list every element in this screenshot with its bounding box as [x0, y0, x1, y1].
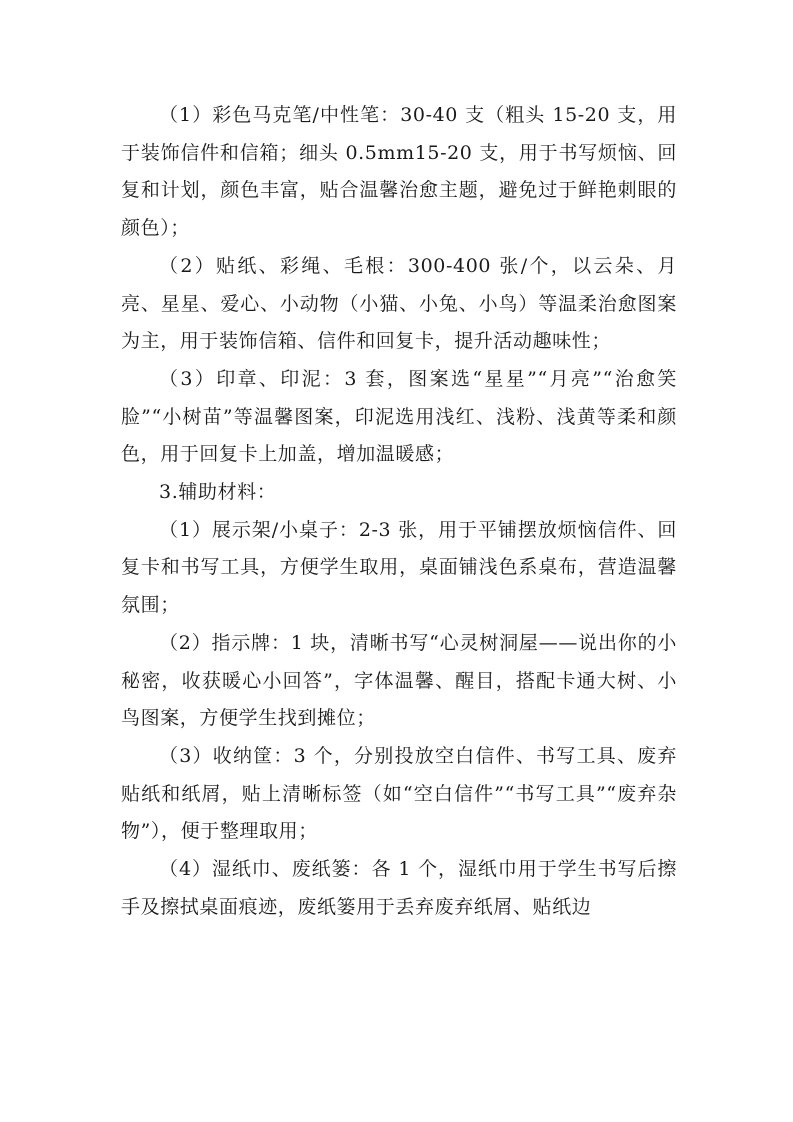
paragraph-stamps: （3）印章、印泥：3 套，图案选“星星”“月亮”“治愈笑脸”“小树苗”等温馨图案，印泥选用浅红、浅粉、浅黄等柔和颜色，用于回复卡上加盖，增加温暖感； — [121, 367, 677, 466]
paragraph-markers: （1）彩色马克笔/中性笔：30-40 支（粗头 15-20 支，用于装饰信件和信箱；细头 0.5mm15-20 支，用于书写烦恼、回复和计划，颜色丰富，贴合温馨治愈主题，避免过于鲜艳刺眼的颜色）； — [121, 104, 677, 240]
paragraph-display-stand: （1）展示架/小桌子：2-3 张，用于平铺摆放烦恼信件、回复卡和书写工具，方便学生取用，桌面铺浅色系桌布，营造温馨氛围； — [121, 518, 677, 617]
document-body — [121, 97, 677, 926]
paragraph-stickers: （2）贴纸、彩绳、毛根：300-400 张/个，以云朵、月亮、星星、爱心、小动物（小猫、小兔、小鸟）等温柔治愈图案为主，用于装饰信箱、信件和回复卡，提升活动趣味性； — [121, 254, 677, 353]
section-heading-auxiliary-materials: 3.辅助材料： — [159, 481, 277, 504]
paragraph-wipes-wastebasket: （4）湿纸巾、废纸篓：各 1 个，湿纸巾用于学生书写后擦手及擦拭桌面痕迹，废纸篓用于丢弃废弃纸屑、贴纸边 — [121, 858, 677, 918]
paragraph-signboard: （2）指示牌：1 块，清晰书写“心灵树洞屋——说出你的小秘密，收获暖心小回答”，字体温馨、醒目，搭配卡通大树、小鸟图案，方便学生找到摊位； — [121, 631, 677, 730]
paragraph-storage-baskets: （3）收纳筐：3 个，分别投放空白信件、书写工具、废弃贴纸和纸屑，贴上清晰标签（如“空白信件”“书写工具”“废弃杂物”），便于整理取用； — [121, 744, 677, 843]
